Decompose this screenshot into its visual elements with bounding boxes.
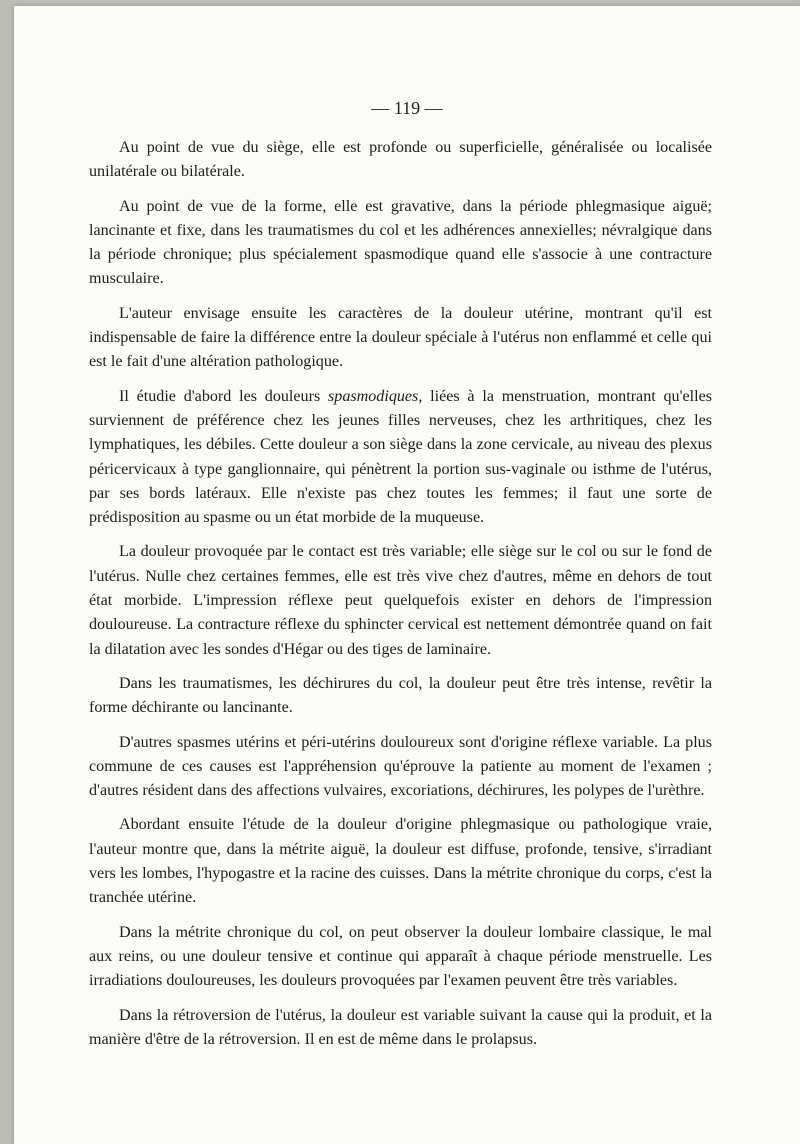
paragraph-4 bbox=[89, 385, 712, 531]
page-number: — 119 — bbox=[371, 98, 443, 118]
italic-term: spasmodiques bbox=[328, 387, 419, 405]
paragraph-6: Dans les traumatismes, les déchirures du col, la douleur peut être très intense, revêtir la forme déchirante ou lancinante. bbox=[89, 674, 712, 717]
paragraph-5: La douleur provoquée par le contact est très variable; elle siège sur le col ou sur le fond de l'utérus. Nulle chez certaines femmes, elle est très vive chez d'autres, même en dehors de tout état morbide. L'impression réflexe peut quelquefois exister en dehors de l'impression douloureuse. La contracture réflexe du sphincter cervical est nettement démontrée quand on fait la dilatation avec les sondes d'Hégar ou des tiges de laminaire. bbox=[89, 543, 712, 658]
document-page bbox=[14, 6, 800, 1144]
paragraph-4-start: Il étudie d'abord les douleurs bbox=[119, 387, 329, 405]
paragraph-7: D'autres spasmes utérins et péri-utérins douloureux sont d'origine réflexe variable. La plus commune de ces causes est l'appréhension qu'éprouve la patiente au moment de l'examen ; d'autres résident dans des affections vulvaires, excoriations, déchirures, les polypes de l'urèthre. bbox=[89, 733, 712, 800]
paragraph-9: Dans la métrite chronique du col, on peut observer la douleur lombaire classique, le mal aux reins, ou une douleur tensive et continue qui apparaît à chaque période menstruelle. Les irradiations douloureuses, les douleurs provoquées par l'examen peuvent être très variables. bbox=[89, 923, 712, 990]
paragraph-3: L'auteur envisage ensuite les caractères de la douleur utérine, montrant qu'il est indispensable de faire la différence entre la douleur spéciale à l'utérus non enflammé et celle qui est le fait d'une altération pathologique. bbox=[89, 304, 712, 371]
paragraph-1: Au point de vue du siège, elle est profonde ou superficielle, généralisée ou localisée unilatérale ou bilatérale. bbox=[89, 139, 712, 181]
body-text bbox=[89, 136, 712, 1062]
paragraph-4-end: , liées à la menstruation, montrant qu'elles surviennent de préférence chez les jeunes filles nerveuses, chez les arthritiques, chez les lymphatiques, les débiles. Cette douleur a son siège dans la zone cervicale, au niveau des plexus péricervicaux à type ganglionnaire, qui pénètrent la portion sus-vaginale ou isthme de l'utérus, par ses bords latéraux. Elle n'existe pas chez toutes les femmes; il faut une sorte de prédisposition au spasme ou un état morbide de la muqueuse. bbox=[89, 387, 712, 527]
paragraph-10: Dans la rétroversion de l'utérus, la douleur est variable suivant la cause qui la produit, et la manière d'être de la rétroversion. Il en est de même dans le prolapsus. bbox=[89, 1006, 712, 1048]
paragraph-2: Au point de vue de la forme, elle est gravative, dans la période phlegmasique aiguë; lancinante et fixe, dans les traumatismes du col et les adhérences annexielles; névralgique dans la période chronique; plus spécialement spasmodique quand elle s'associe à une contracture musculaire. bbox=[89, 197, 712, 288]
paragraph-8: Abordant ensuite l'étude de la douleur d'origine phlegmasique ou pathologique vraie, l'auteur montre que, dans la métrite aiguë, la douleur est diffuse, profonde, tensive, s'irradiant vers les lombes, l'hypogastre et la racine des cuisses. Dans la métrite chronique du corps, c'est la tranchée utérine. bbox=[89, 816, 712, 907]
